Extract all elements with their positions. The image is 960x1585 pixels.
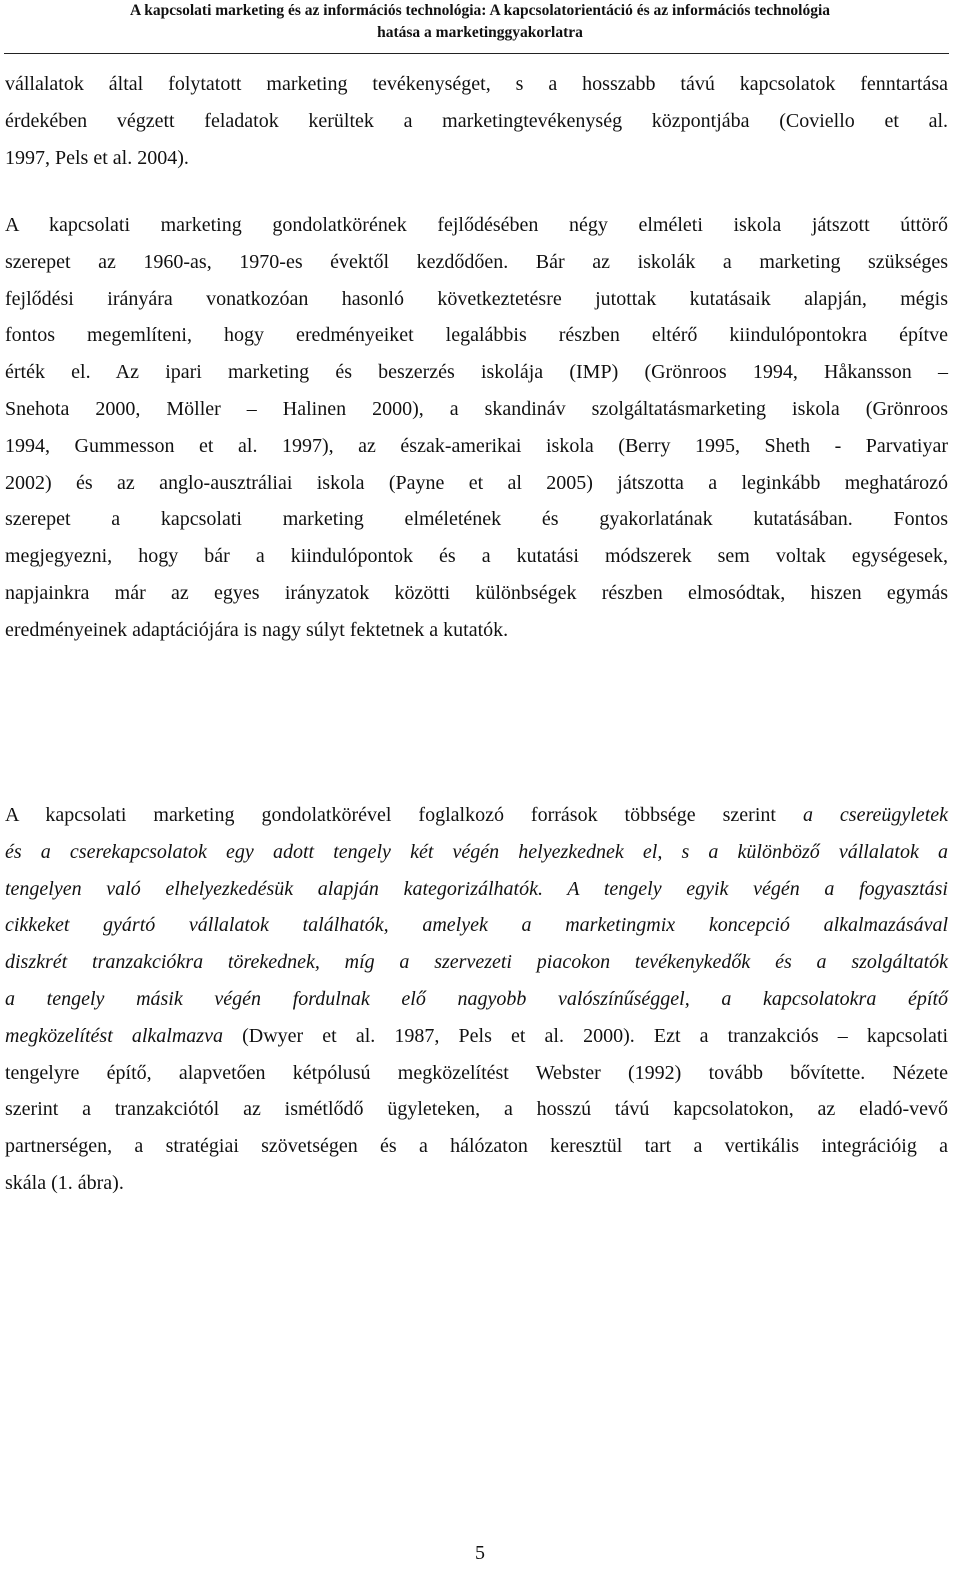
text-line (5, 981, 948, 1018)
text-line (5, 1091, 948, 1128)
text-line (5, 1018, 948, 1055)
text-line (5, 797, 948, 834)
text-run: skála (1. ábra). (5, 1171, 124, 1194)
text-line: 1997, Pels et al. 2004). (5, 146, 189, 169)
text-line (5, 834, 948, 871)
text-line: megjegyezni, hogy bár a kiindulópontok és a kutatási módszerek sem voltak egységesek, (5, 545, 948, 568)
text-line: A kapcsolati marketing gondolatkörének fejlődésében négy elméleti iskola játszott úttörő (5, 214, 948, 236)
header-divider (4, 53, 949, 54)
text-run: szerint a tranzakciótól az ismétlődő ügyleteken, a hosszú távú kapcsolatokon, az eladó-vevő (5, 1098, 948, 1121)
running-header-line-2: hatása a marketinggyakorlatra (377, 24, 583, 41)
emphasis-run: tengelyen való elhelyezkedésük alapján kategorizálhatók. A tengely egyik végén a fogyasztási (5, 877, 948, 900)
text-run: partnerségen, a stratégiai szövetségen és a hálózaton keresztül tart a vertikális integrációig a (5, 1135, 948, 1158)
emphasis-run: a csereügyletek (802, 804, 948, 826)
paragraph-1 (5, 66, 948, 176)
text-line (5, 944, 948, 981)
emphasis-run: és a cserekapcsolatok egy adott tengely két végén helyezkednek el, s a különböző vállalatok a (5, 840, 948, 863)
emphasis-run: cikkeket gyártó vállalatok találhatók, amelyek a marketingmix koncepció alkalmazásával (5, 914, 948, 937)
text-run: (Dwyer et al. 1987, Pels et al. 2000). Ezt a tranzakciós – kapcsolati (222, 1024, 949, 1047)
text-line: érdekében végzett feladatok kerültek a marketingtevékenység központjába (Coviello et al. (5, 109, 948, 132)
text-line (5, 1165, 948, 1202)
text-line: fejlődési irányára vonatkozóan hasonló következtetésre jutottak kutatásaik alapján, mégis (5, 287, 948, 310)
paragraph-2 (5, 207, 948, 649)
running-header-line-1: A kapcsolati marketing és az információs technológia: A kapcsolatorientáció és az információs technológia (129, 2, 831, 19)
text-line: 2002) és az anglo-ausztráliai iskola (Payne et al 2005) játszotta a leginkább meghatározó (5, 471, 948, 494)
text-line: 1994, Gummesson et al. 1997), az észak-amerikai iskola (Berry 1995, Sheth - Parvatiyar (5, 434, 948, 457)
emphasis-run: diszkrét tranzakciókra törekednek, míg a szervezeti piacokon tevékenykedők és a szolgáltatók (5, 951, 948, 974)
text-line (5, 871, 948, 908)
text-run: A kapcsolati marketing gondolatkörével foglalkozó források többsége szerint (5, 804, 803, 826)
emphasis-run: a tengely másik végén fordulnak elő nagyobb valószínűséggel, a kapcsolatokra építő (5, 987, 948, 1010)
emphasis-run: megközelítést alkalmazva (5, 1024, 223, 1047)
text-line (5, 1128, 948, 1165)
text-line: eredményeinek adaptációjára is nagy súlyt fektetnek a kutatók. (5, 618, 509, 641)
text-line: vállalatok által folytatott marketing tevékenységet, s a hosszabb távú kapcsolatok fenntartása (5, 73, 948, 95)
text-line: szerepet a kapcsolati marketing elméletének és gyakorlatának kutatásában. Fontos (5, 508, 948, 531)
running-header (0, 0, 960, 44)
text-line: fontos megemlíteni, hogy eredményeiket legalábbis részben eltérő kiindulópontokra építve (5, 324, 948, 347)
text-line (5, 907, 948, 944)
text-line: napjainkra már az egyes irányzatok közötti különbségek részben elmosódtak, hiszen egymás (5, 581, 948, 604)
paragraph-3 (5, 797, 948, 1202)
text-line: Snehota 2000, Möller – Halinen 2000), a skandináv szolgáltatásmarketing iskola (Grönroos (5, 397, 948, 420)
text-line (5, 1055, 948, 1092)
text-run: tengelyre építő, alapvetően kétpólusú megközelítést Webster (1992) tovább bővítette. Nézete (5, 1061, 948, 1084)
text-line: szerepet az 1960-as, 1970-es évektől kezdődően. Bár az iskolák a marketing szükséges (5, 250, 948, 273)
page-number: 5 (475, 1542, 485, 1564)
text-line: érték el. Az ipari marketing és beszerzés iskolája (IMP) (Grönroos 1994, Håkansson – (5, 361, 948, 384)
